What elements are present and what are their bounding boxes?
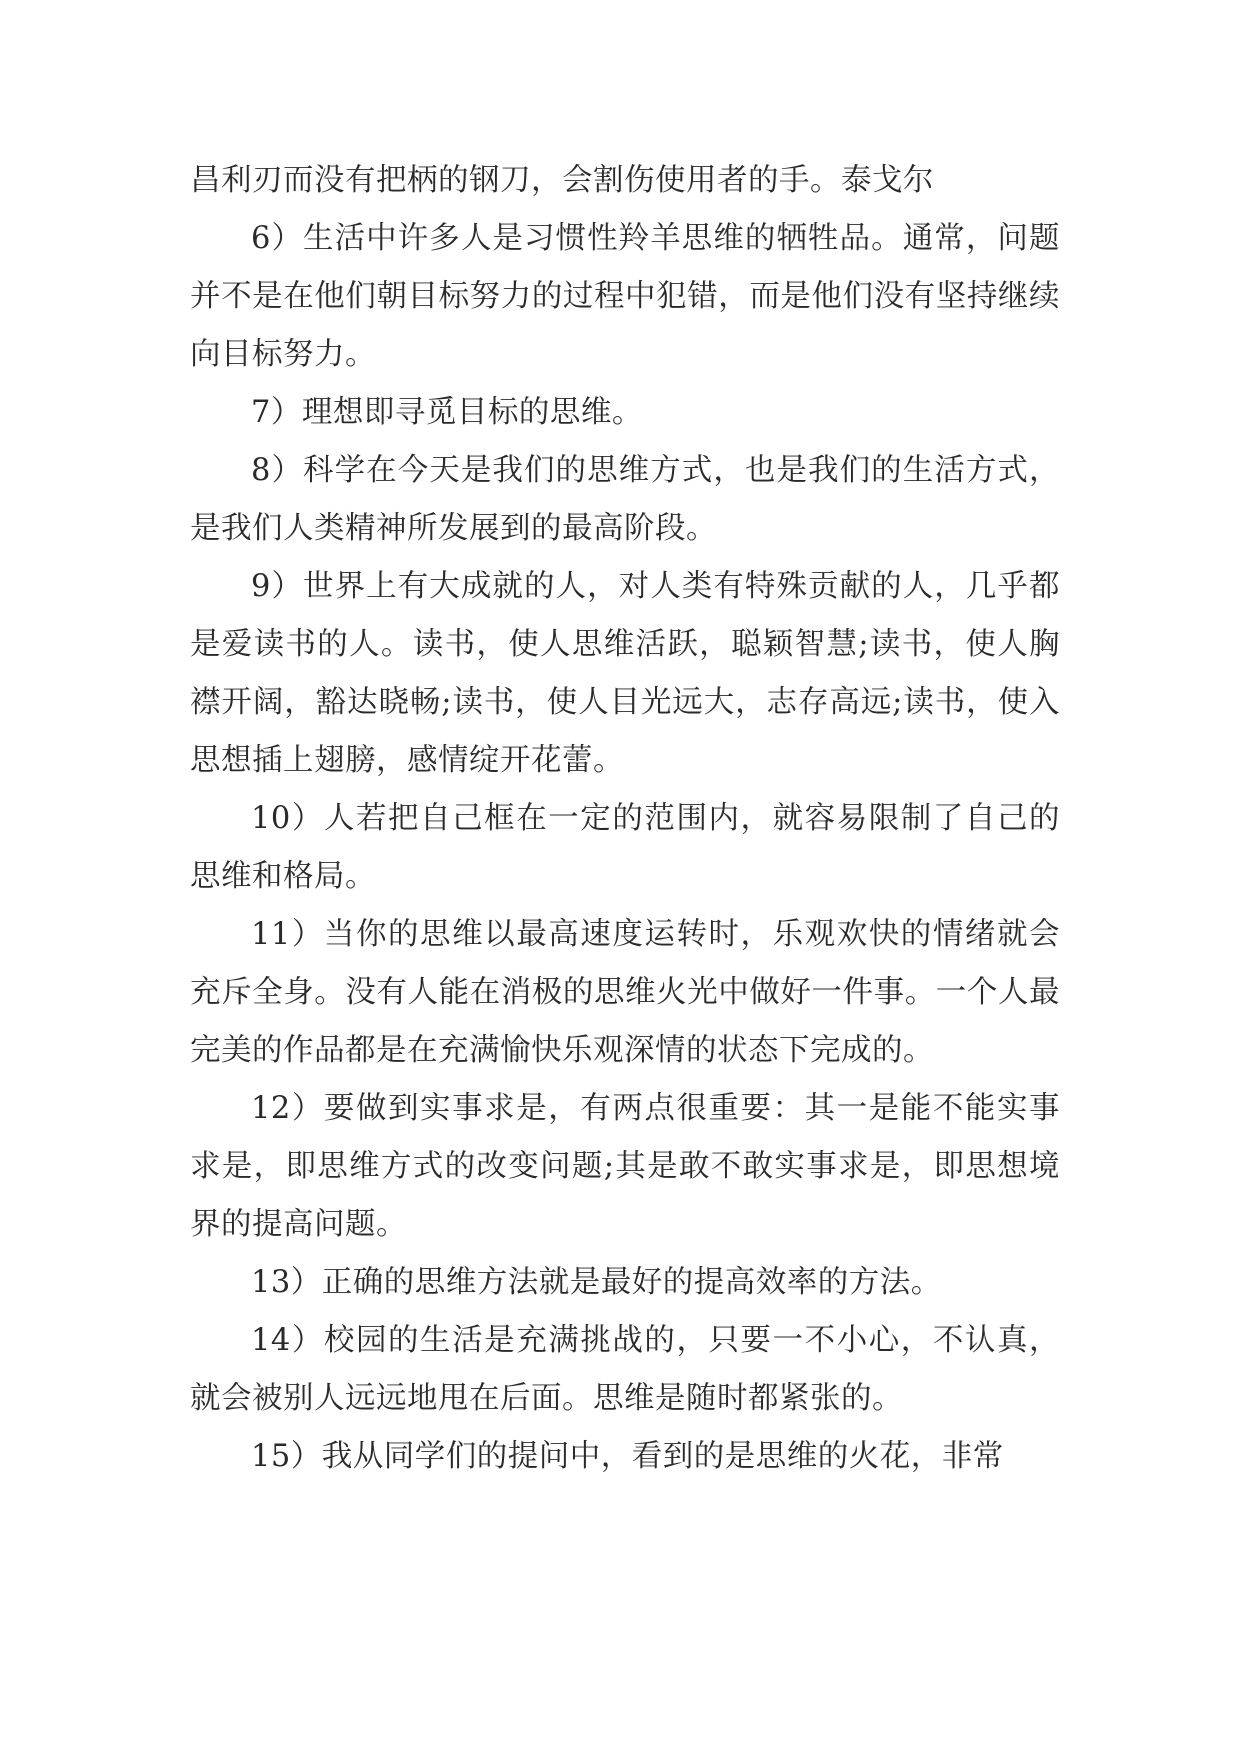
paragraph-item-6: 6）生活中许多人是习惯性羚羊思维的牺牲品。通常，问题并不是在他们朝目标努力的过程中犯错，而是他们没有坚持继续向目标努力。 <box>190 221 1060 372</box>
paragraph-continuation: 昌利刃而没有把柄的钢刀，会割伤使用者的手。泰戈尔 <box>190 163 934 198</box>
paragraph-item-9: 9）世界上有大成就的人，对人类有特殊贡献的人，几乎都是爱读书的人。读书，使人思维活跃，聪颖智慧;读书，使人胸襟开阔，豁达晓畅;读书，使人目光远大，志存高远;读书，使入思想插上翅膀，感情绽开花蕾。 <box>190 569 1060 778</box>
paragraph-item-11: 11）当你的思维以最高速度运转时，乐观欢快的情绪就会充斥全身。没有人能在消极的思维火光中做好一件事。一个人最完美的作品都是在充满愉快乐观深情的状态下完成的。 <box>190 917 1060 1068</box>
paragraph-item-14: 14）校园的生活是充满挑战的，只要一不小心，不认真，就会被别人远远地甩在后面。思维是随时都紧张的。 <box>190 1323 1060 1416</box>
paragraph-item-15: 15）我从同学们的提问中，看到的是思维的火花，非常 <box>251 1439 1004 1474</box>
document-body <box>190 152 1060 1486</box>
paragraph-item-7: 7）理想即寻觅目标的思维。 <box>251 395 643 430</box>
paragraph-item-8: 8）科学在今天是我们的思维方式，也是我们的生活方式，是我们人类精神所发展到的最高阶段。 <box>190 453 1060 546</box>
paragraph-item-12: 12）要做到实事求是，有两点很重要：其一是能不能实事求是，即思维方式的改变问题;其是敢不敢实事求是，即思想境界的提高问题。 <box>190 1091 1060 1242</box>
paragraph-item-13: 13）正确的思维方法就是最好的提高效率的方法。 <box>251 1265 942 1300</box>
paragraph-item-10: 10）人若把自己框在一定的范围内，就容易限制了自己的思维和格局。 <box>190 801 1060 894</box>
